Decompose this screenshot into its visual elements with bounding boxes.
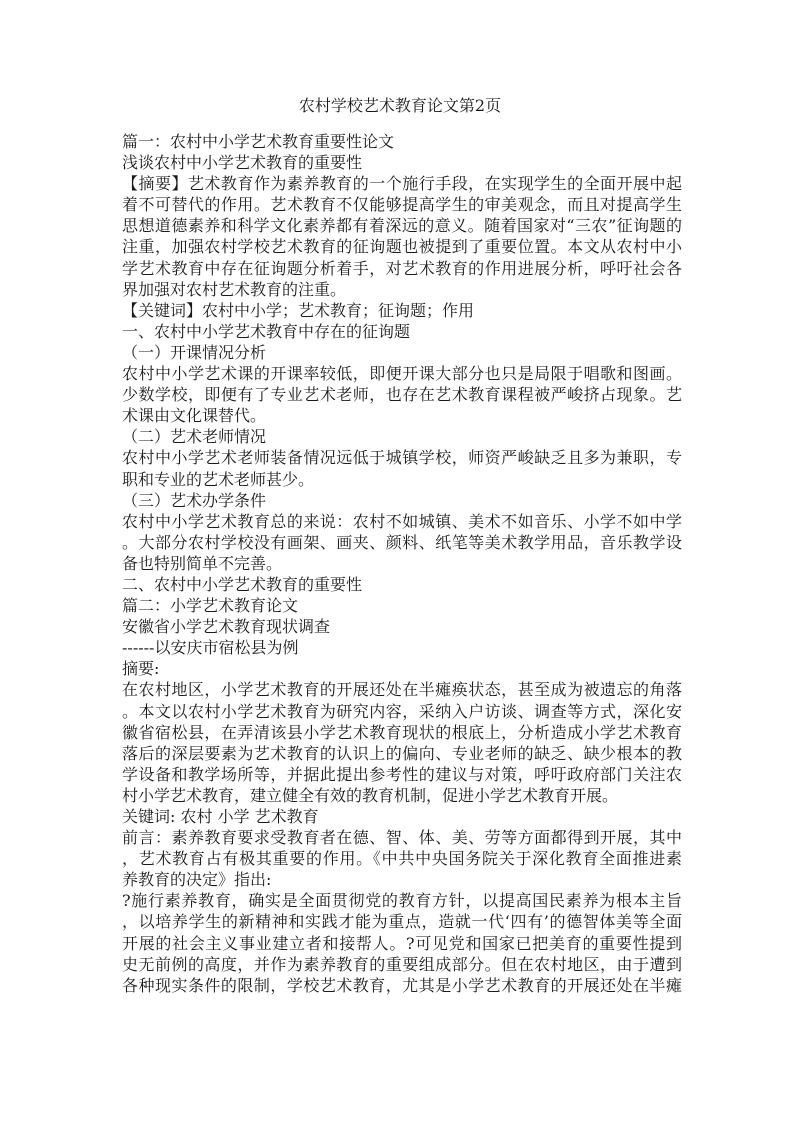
text-line: （三）艺术办学条件 — [122, 490, 267, 510]
text-line: 篇二：小学艺术教育论文 — [122, 596, 299, 616]
text-line: ，艺术教育占有极其重要的作用。《中共中央国务院关于深化教育全面推进素 — [122, 849, 682, 869]
text-line: 在农村地区，小学艺术教育的开展还处在半瘫痪状态，甚至成为被遗忘的角落 — [122, 680, 682, 700]
text-line: 各种现实条件的限制，学校艺术教育，尤其是小学艺术教育的开展还处在半瘫 — [122, 975, 682, 995]
text-line: 。大部分农村学校没有画架、画夹、颜料、纸笔等美术教学用品，音乐教学设 — [122, 532, 682, 552]
text-line: 浅谈农村中小学艺术教育的重要性 — [122, 153, 363, 173]
text-line: 职和专业的艺术老师甚少。 — [122, 469, 315, 489]
text-line: （二）艺术老师情况 — [122, 427, 267, 447]
text-line: 着不可替代的作用。艺术教育不仅能够提高学生的审美观念，而且对提高学生 — [122, 195, 682, 215]
text-line: 农村中小学艺术老师装备情况远低于城镇学校，师资严峻缺乏且多为兼职，专 — [122, 448, 682, 468]
text-line: 村小学艺术教育，建立健全有效的教育机制，促进小学艺术教育开展。 — [122, 785, 619, 805]
text-line: 农村中小学艺术教育总的来说：农村不如城镇、美术不如音乐、小学不如中学 — [122, 511, 682, 531]
text-line: 思想道德素养和科学文化素养都有着深远的意义。随着国家对“三农”征询题的 — [122, 216, 682, 236]
text-line: 摘要: — [122, 659, 160, 679]
text-line: 开展的社会主义事业建立者和接帮人。?可见党和国家已把美育的重要性提到 — [122, 933, 682, 953]
text-line: 【摘要】艺术教育作为素养教育的一个施行手段，在实现学生的全面开展中起 — [122, 174, 682, 194]
text-line: 安徽省小学艺术教育现状调查 — [122, 617, 331, 637]
document-body — [122, 131, 682, 996]
text-line: 一、农村中小学艺术教育中存在的征询题 — [122, 321, 411, 341]
text-line: ?施行素养教育，确实是全面贯彻党的教育方针，以提高国民素养为根本主旨 — [122, 891, 682, 911]
text-line: 。本文以农村小学艺术教育为研究内容，采纳入户访谈、调查等方式，深化安 — [122, 701, 682, 721]
text-line: 【关键词】农村中小学；艺术教育；征询题；作用 — [122, 300, 475, 320]
text-line: 界加强对农村艺术教育的注重。 — [122, 279, 347, 299]
text-line: 史无前例的高度，并作为素养教育的重要组成部分。但在农村地区，由于遭到 — [122, 954, 682, 974]
text-line: ，以培养学生的新精神和实践才能为重点，造就一代‘四有’的德智体美等全面 — [122, 912, 682, 932]
text-line: 徽省宿松县，在弄清该县小学艺术教育现状的根底上，分析造成小学艺术教育 — [122, 722, 682, 742]
text-line: 学艺术教育中存在征询题分析着手，对艺术教育的作用进展分析，呼吁社会各 — [122, 258, 682, 278]
text-line: 少数学校，即便有了专业艺术老师，也存在艺术教育课程被严峻挤占现象。艺 — [122, 385, 682, 405]
text-line: ------以安庆市宿松县为例 — [122, 638, 299, 658]
page-title: 农村学校艺术教育论文第2页 — [298, 96, 502, 115]
text-line: 篇一：农村中小学艺术教育重要性论文 — [122, 132, 395, 151]
text-line: 落后的深层要素为艺术教育的认识上的偏向、专业老师的缺乏、缺少根本的教 — [122, 743, 682, 763]
text-line: 注重，加强农村学校艺术教育的征询题也被提到了重要位置。本文从农村中小 — [122, 237, 682, 257]
text-line: 备也特别简单不完善。 — [122, 553, 283, 573]
text-line: 关键词: 农村 小学 艺术教育 — [122, 807, 319, 826]
text-line: （一）开课情况分析 — [122, 342, 267, 362]
text-line: 农村中小学艺术课的开课率较低，即便开课大部分也只是局限于唱歌和图画。 — [122, 364, 682, 384]
text-line: 养教育的决定》指出: — [122, 870, 272, 890]
text-line: 学设备和教学场所等，并据此提出参考性的建议与对策，呼吁政府部门关注农 — [122, 764, 682, 784]
text-line: 二、农村中小学艺术教育的重要性 — [122, 574, 363, 594]
text-line: 前言：素养教育要求受教育者在德、智、体、美、劳等方面都得到开展，其中 — [122, 828, 682, 848]
text-line: 术课由文化课替代。 — [122, 406, 267, 426]
